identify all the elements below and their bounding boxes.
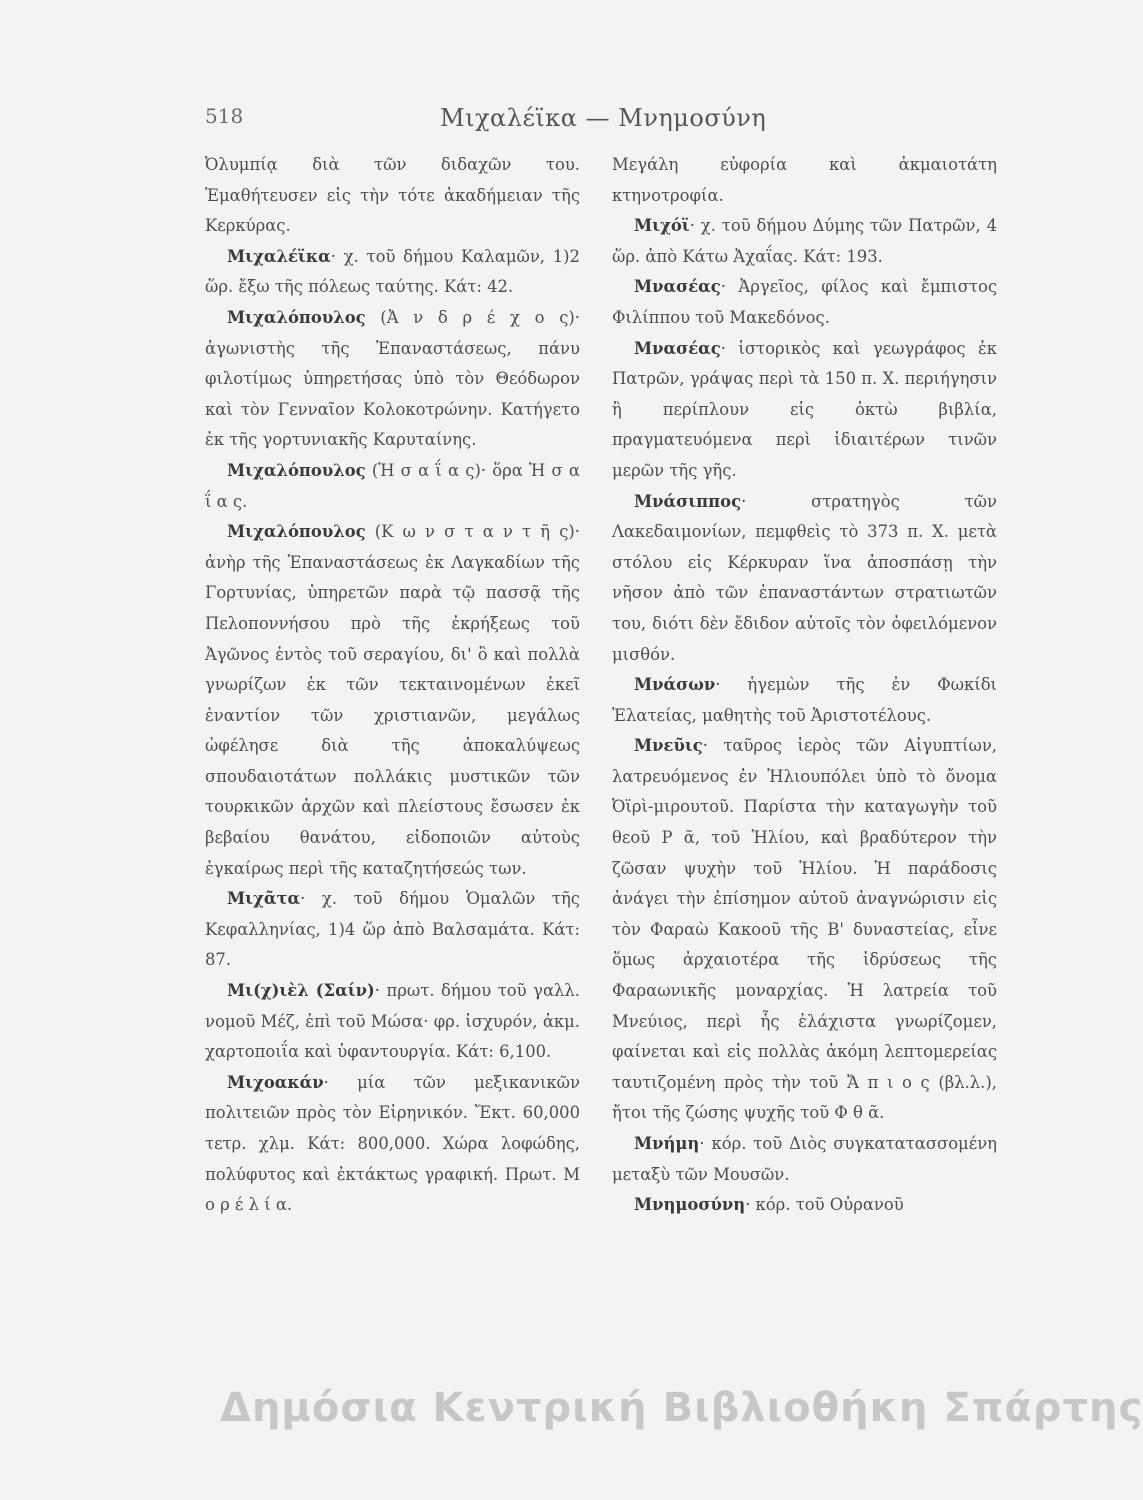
- entry-text: · ἡγεμὼν τῆς ἐν Φωκίδι Ἐλατείας, μαθητὴς τοῦ Ἀριστοτέλους.: [612, 675, 997, 725]
- entry-text: · ἱστορικὸς καὶ γεωγράφος ἐκ Πατρῶν, γράψας περὶ τὰ 150 π. Χ. περιήγησιν ἢ περίπλουν εἰς ὀκτὼ βιβλία, πραγματευόμενα περὶ ἰδιαιτέρων τινῶν μερῶν τῆς γῆς.: [612, 338, 997, 480]
- dictionary-entry: [205, 976, 580, 1068]
- entry-headword: Μνασέας: [634, 277, 721, 297]
- entry-text: (Ἡ σ α ΐ α ς)· ὅρα Ἡ σ α ΐ α ς.: [205, 460, 580, 511]
- dictionary-entry: [612, 731, 997, 1129]
- entry-headword: Μνάσων: [634, 675, 716, 695]
- dictionary-entry: [612, 1190, 997, 1221]
- dictionary-entry: [205, 517, 580, 884]
- dictionary-entry: [612, 670, 997, 731]
- dictionary-entry: [612, 487, 997, 671]
- entry-headword: Μιχαλέϊκα: [227, 246, 331, 266]
- page-number: 518: [205, 104, 244, 128]
- entry-headword: Μιχαλόπουλος: [227, 522, 366, 542]
- entry-headword: Μνάσιππος: [634, 491, 742, 511]
- entry-headword: Μνήμη: [634, 1134, 700, 1153]
- dictionary-entry: [205, 303, 580, 456]
- entry-headword: Μιχαλόπουλος: [227, 460, 366, 480]
- entry-text: · στρατηγὸς τῶν Λακεδαιμονίων, πεμφθεὶς τὸ 373 π. Χ. μετὰ στόλου εἰς Κέρκυραν ἵνα ἀποσπάσῃ τὴν νῆσον ἀπὸ τῶν ἐπαναστάντων στρατιωτῶν του, διότι δὲν ἔδιδον αὐτοῖς τὸν ὀφειλόμενον μισθόν.: [612, 491, 997, 664]
- entry-text: · χ. τοῦ δήμου Δύμης τῶν Πατρῶν, 4 ὥρ. ἀπὸ Κάτω Ἀχαΐας. Κάτ: 193.: [612, 216, 997, 266]
- entry-headword: Μιχαλόπουλος: [227, 307, 366, 327]
- entry-text: · χ. τοῦ δήμου Καλαμῶν, 1)2 ὥρ. ἔξω τῆς πόλεως ταύτης. Κάτ: 42.: [205, 246, 580, 297]
- entry-text: · Ἀργεῖος, φίλος καὶ ἔμπιστος Φιλίππου τοῦ Μακεδόνος.: [612, 277, 997, 327]
- entry-text: · χ. τοῦ δήμου Ὁμαλῶν τῆς Κεφαλληνίας, 1)4 ὥρ ἀπὸ Βαλσαμάτα. Κάτ: 87.: [205, 889, 580, 970]
- dictionary-entry: [612, 211, 997, 272]
- entry-text: Ὀλυμπίᾳ διὰ τῶν διδαχῶν του. Ἐμαθήτευσεν εἰς τὴν τότε ἀκαδήμειαν τῆς Κερκύρας.: [205, 155, 580, 236]
- dictionary-entry: [612, 1129, 997, 1190]
- entry-text: (Κ ω ν σ τ α ν τ ῆ ς)· ἀνὴρ τῆς Ἐπαναστάσεως ἐκ Λαγκαδίων τῆς Γορτυνίας, ὑπηρετῶν παρὰ τῷ πασσᾷ τῆς Πελοποννήσου πρὸ τῆς ἐκρήξεως τοῦ Ἀγῶνος ἐντὸς τοῦ σεραγίου, δι' ὃ καὶ πολλὰ γνωρίζων ἐκ τῶν τεκταινομένων ἐκεῖ ἐναντίον τῶν χριστιανῶν, μεγάλως ὠφέλησε διὰ τῆς ἀποκαλύψεως σπουδαιοτάτων πολλάκις μυστικῶν τῶν τουρκικῶν ἀρχῶν καὶ πλείστους ἔσωσεν ἐκ βεβαίου θανάτου, εἰδοποιῶν αὐτοὺς ἐγκαίρως περὶ τῆς καταζητήσεώς των.: [205, 522, 580, 878]
- dictionary-entry: [612, 334, 997, 487]
- entry-text: · μία τῶν μεξικανικῶν πολιτειῶν πρὸς τὸν Εἰρηνικόν. Ἔκτ. 60,000 τετρ. χλμ. Κάτ: 800,000. Χώρα λοφώδης, πολύφυτος καὶ ἐκτάκτως γραφική. Πρωτ. Μ ο ρ έ λ ί α.: [205, 1072, 580, 1215]
- entry-text: (Ἀ ν δ ρ έ χ ο ς)· ἀγωνιστὴς τῆς Ἐπαναστάσεως, πάνυ φιλοτίμως ὑπηρετήσας ὑπὸ τὸν Θεόδωρον καὶ τὸν Γενναῖον Κολοκοτρώνην. Κατήγετο ἐκ τῆς γορτυνιακῆς Καρυταίνης.: [205, 307, 580, 450]
- dictionary-entry: [612, 150, 997, 211]
- entry-headword: Μιχᾶτα: [227, 889, 301, 909]
- entry-headword: Μι(χ)ιὲλ (Σαίν): [227, 981, 375, 1001]
- entry-text: · κόρ. τοῦ Διὸς συγκατατασσομένη μεταξὺ τῶν Μουσῶν.: [612, 1134, 997, 1184]
- dictionary-entry: [205, 456, 580, 517]
- dictionary-entry: [205, 884, 580, 976]
- library-watermark: Δημόσια Κεντρική Βιβλιοθήκη Σπάρτης: [220, 1385, 1143, 1431]
- entry-text: Μεγάλη εὐφορία καὶ ἀκμαιοτάτη κτηνοτροφία.: [612, 155, 997, 205]
- entry-headword: Μνεῦις: [634, 736, 703, 756]
- dictionary-entry: [612, 272, 997, 333]
- entry-text: · ταῦρος ἱερὸς τῶν Αἰγυπτίων, λατρευόμενος ἐν Ἡλιουπόλει ὑπὸ τὸ ὄνομα Ὀϊρὶ-μιρουτοῦ. Παρίστα τὴν καταγωγὴν τοῦ θεοῦ Ρ ᾶ, τοῦ Ἡλίου, καὶ βραδύτερον τὴν ζῶσαν ψυχὴν τοῦ Ἡλίου. Ἡ παράδοσις ἀνάγει τὴν ἐπίσημον αὐτοῦ ἀναγνώρισιν εἰς τὸν Φαραὼ Κακοοῦ τῆς Β' δυναστείας, εἶνε ὅμως ἀρχαιοτέρα τῆς ἱδρύσεως τῆς Φαραωνικῆς μοναρχίας. Ἡ λατρεία τοῦ Μνεύιος, περὶ ἧς ἐλάχιστα γνωρίζομεν, φαίνεται καὶ εἰς πολλὰς ἀκόμη λεπτομερείας ταυτιζομένη πρὸς τὴν τοῦ Ἄ π ι ο ς (βλ.λ.), ἤτοι τῆς ζώσης ψυχῆς τοῦ Φ θ ᾶ.: [612, 736, 997, 1123]
- dictionary-entry: [205, 242, 580, 303]
- entry-headword: Μιχόϊ: [634, 216, 690, 236]
- entry-text: · κόρ. τοῦ Οὐρανοῦ: [745, 1195, 904, 1215]
- right-column: [612, 150, 997, 1221]
- dictionary-entry: [205, 150, 580, 242]
- entry-headword: Μνασέας: [634, 338, 721, 358]
- entry-headword: Μιχοακάν: [227, 1072, 324, 1092]
- entry-text: · πρωτ. δήμου τοῦ γαλλ. νομοῦ Μέζ, ἐπὶ τοῦ Μώσα· φρ. ἰσχυρόν, ἀκμ. χαρτοποιΐα καὶ ὑφαντουργία. Κάτ: 6,100.: [205, 981, 580, 1062]
- dictionary-entry: [205, 1068, 580, 1221]
- entry-headword: Μνημοσύνη: [634, 1195, 746, 1215]
- left-column: [205, 150, 580, 1221]
- page-header: [0, 104, 1040, 144]
- running-head: Μιχαλέϊκα — Μνημοσύνη: [440, 104, 767, 132]
